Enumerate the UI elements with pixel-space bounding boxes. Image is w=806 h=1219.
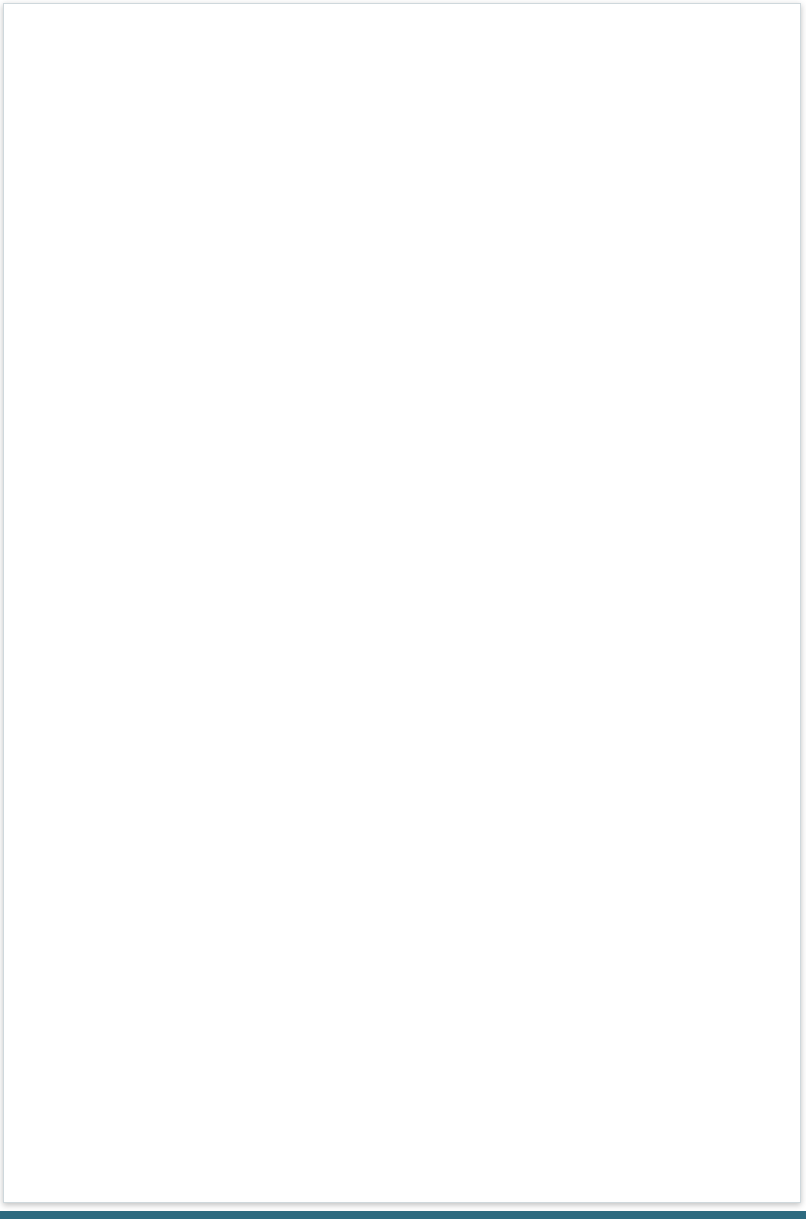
notice-content <box>16 30 786 1194</box>
meta-row-2 <box>16 70 786 110</box>
meta-row-1 <box>16 30 786 70</box>
bottom-bar <box>0 1211 806 1219</box>
notice-frame <box>3 3 801 1203</box>
